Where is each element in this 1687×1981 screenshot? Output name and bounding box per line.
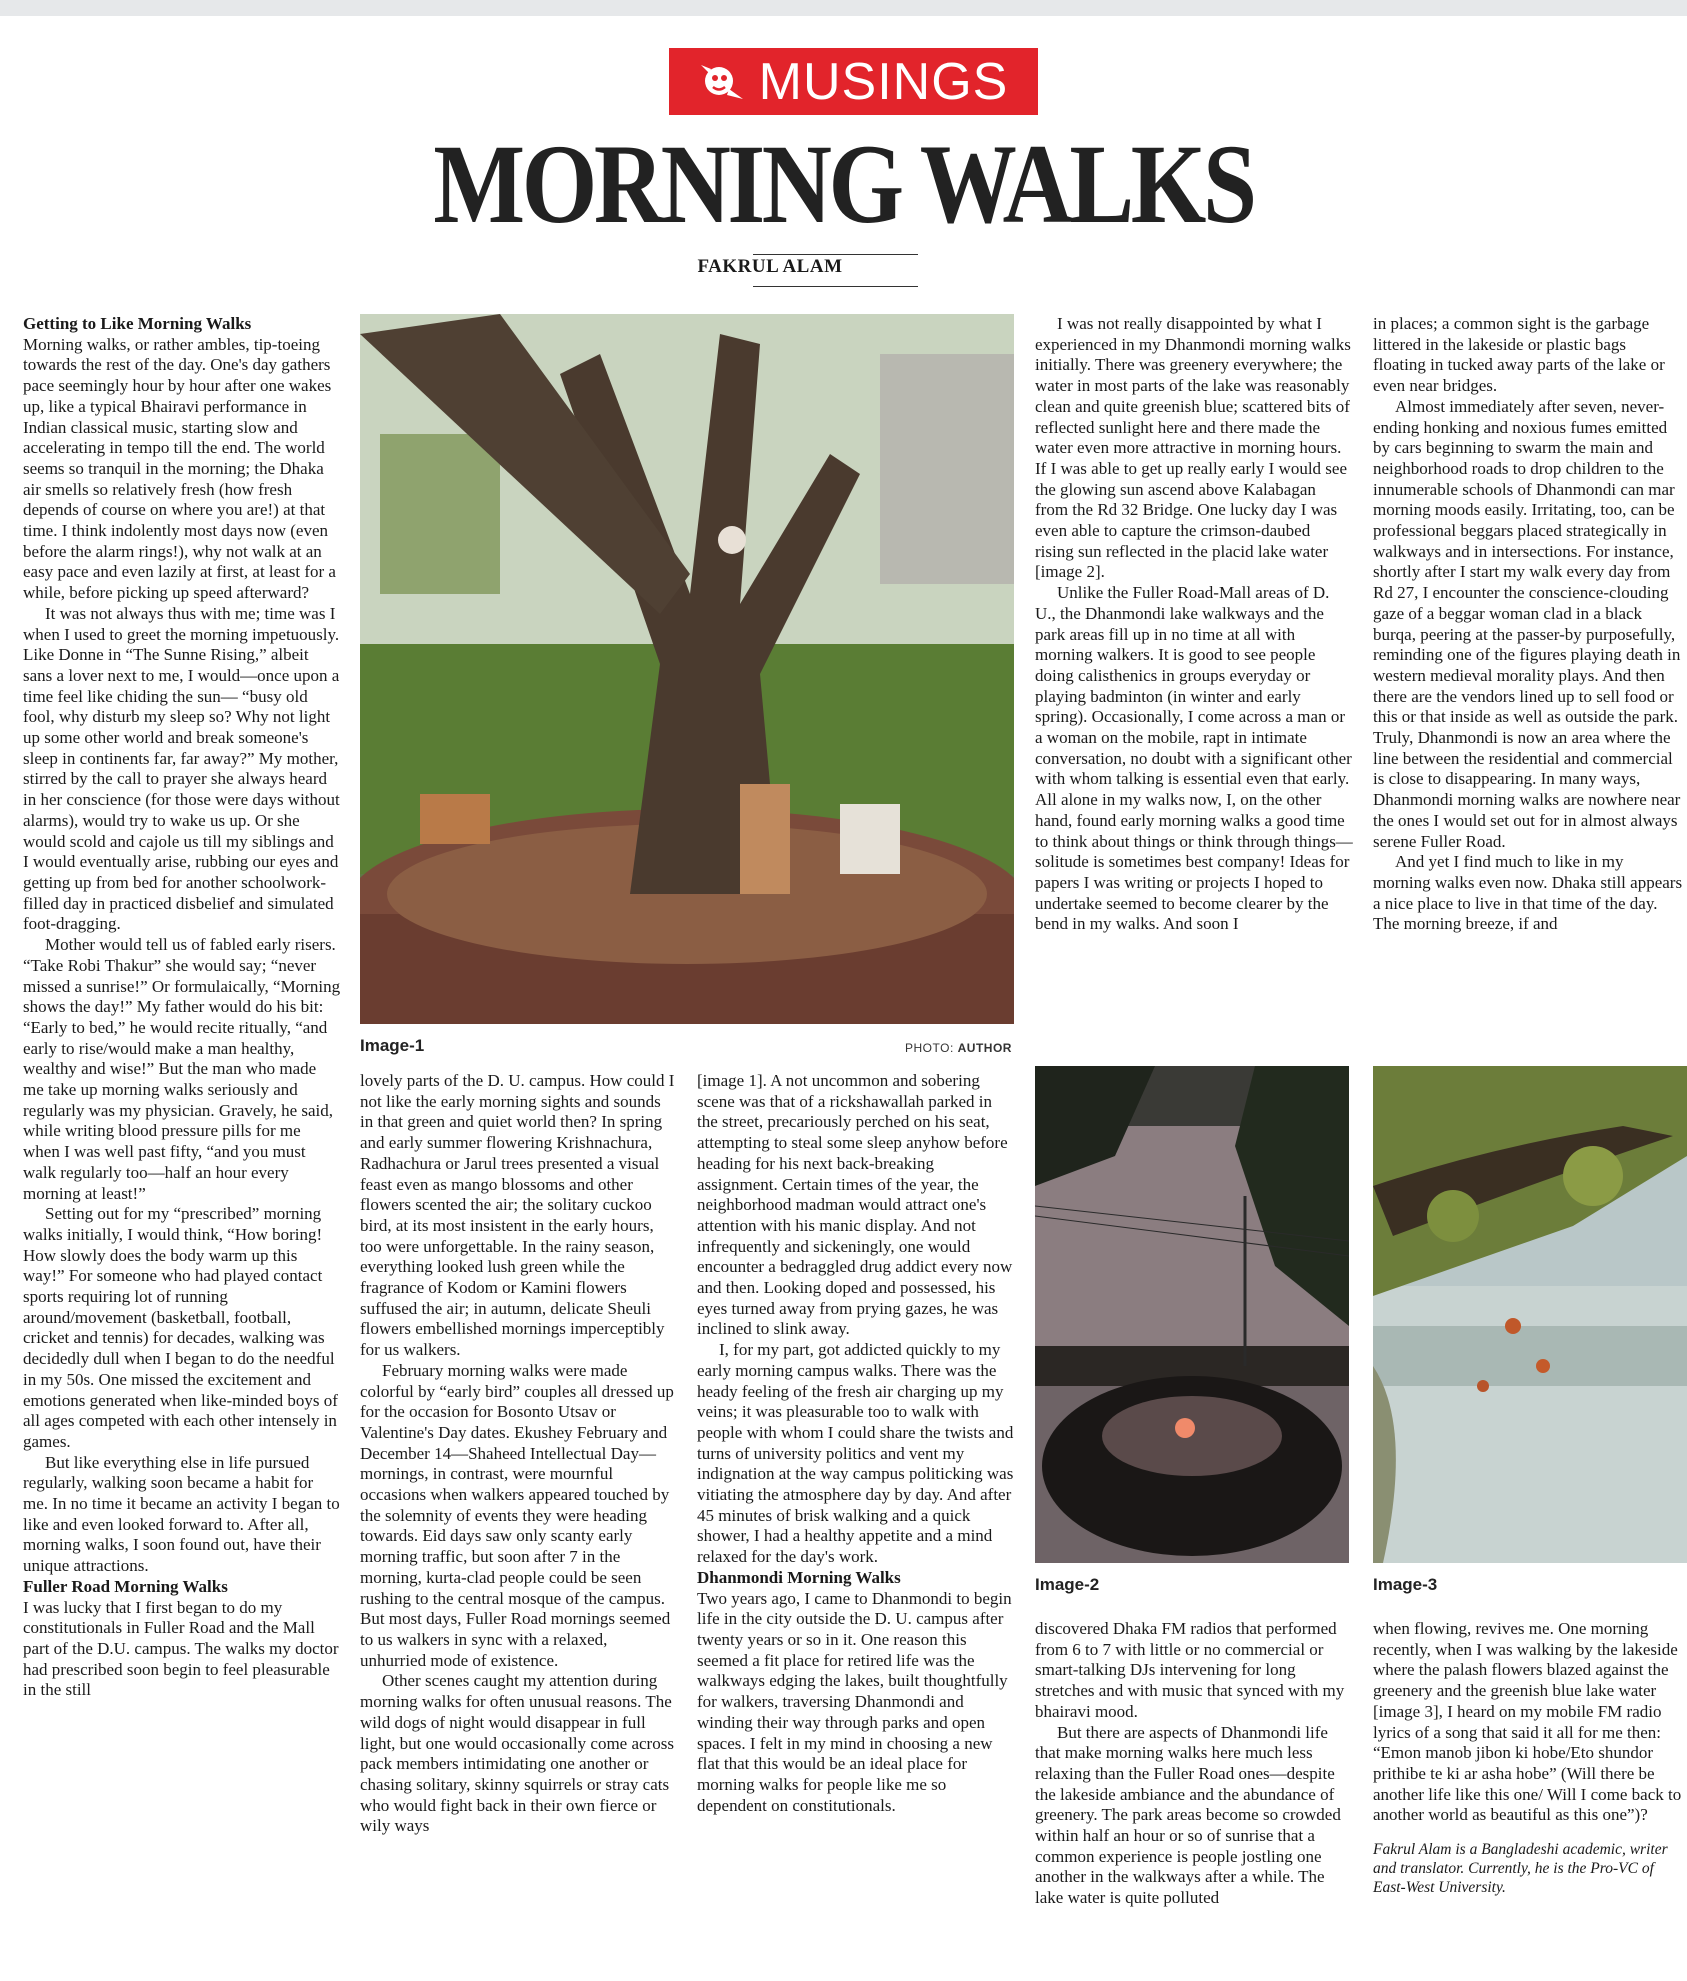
article-column-2 bbox=[360, 1071, 675, 1837]
article-column-3 bbox=[697, 1071, 1015, 1816]
subheading-getting-to-like: Getting to Like Morning Walks bbox=[23, 314, 252, 333]
paragraph: Two years ago, I came to Dhanmondi to begin life in the city outside the D. U. campus after twenty years or so in it. One reason this seemed a fit place for retired life was the walkways edging the lakes, built thoughtfully for walkers, traversing Dhanmondi and winding their way through parks and open spaces. I felt in my mind in choosing a new flat that this would be an ideal place for morning walks for people like me so dependent on constitutionals. bbox=[697, 1588, 1012, 1815]
paragraph: in places; a common sight is the garbage littered in the lakeside or plastic bags floating in tucked away parts of the lake or even near bridges. bbox=[1373, 314, 1665, 396]
paragraph: February morning walks were made colorful by “early bird” couples all dressed up for the occasion for Bosonto Utsav or Valentine's Day dates. Ekushey February and December 14—Shaheed Intellectual Day—mornings, in contrast, were mournful occasions when walkers appeared touched by the solemnity of events they were heading towards. Eid days saw only scanty early morning traffic, but soon after 7 in the morning, kurta-clad people could be seen rushing to the central mosque of the campus. But most days, Fuller Road mornings seemed to us walkers in sync with a relaxed, unhurried mode of existence. bbox=[360, 1360, 674, 1670]
paragraph: when flowing, revives me. One morning recently, when I was walking by the lakeside where the palash flowers blazed against the greenery and the greenish blue lake water [image 3], I heard on my mobile FM radio lyrics of a song that said it all for me then: “Emon manob jibon ki hobe/Eto shundor prithibe te ki ar asha hobe” (Will there be another life like this one/ Will I come back to another world as beautiful as this one”)? bbox=[1373, 1619, 1682, 1825]
article-column-4-bottom bbox=[1035, 1619, 1353, 1909]
image-1-tree-dogs bbox=[360, 314, 1014, 1024]
paragraph: [image 1]. A not uncommon and sobering scene was that of a rickshawallah parked in the street, precariously perched on his seat, attempting to steal some sleep anyhow before heading for his next back-breaking assignment. Certain times of the year, the neighborhood madman would attract one's attention with his manic display. And not infrequently and sickeningly, one would encounter a bedraggled drug addict every now and then. Looking doped and possessed, his eyes turned away from prying gazes, he was inclined to slink away. bbox=[697, 1071, 1013, 1339]
paragraph: But like everything else in life pursued regularly, walking soon became a habit for me. In no time it became an activity I began to like and even looked forward to. After all, morning walks, I soon found out, have their unique attractions. bbox=[23, 1452, 340, 1576]
paragraph: Morning walks, or rather ambles, tip-toeing towards the rest of the day. One's day gathers pace seemingly hour by hour after one wakes up, like a typical Bhairavi performance in Indian classical music, starting slow and accelerating in tempo till the end. The world seems so tranquil in the morning; the Dhaka air smells so relatively fresh (how fresh depends of course on where you are!) at that time. I think indolently most days now (even before the alarm rings!), why not walk at an easy pace and even lazily at first, at least for a while, before picking up speed afterward? bbox=[23, 334, 336, 603]
article-column-4-top bbox=[1035, 314, 1353, 935]
paragraph: I was not really disappointed by what I experienced in my Dhanmondi morning walks initially. There was greenery everywhere; the water in most parts of the lake was reasonably clean and quite greenish blue; scattered bits of reflected sunlight here and there made the water even more attractive in morning hours. If I was able to get up really early I would see the glowing sun ascend above Kalabagan from the Rd 32 Bridge. One lucky day I was even able to capture the crimson-daubed rising sun reflected in the placid lake water [image 2]. bbox=[1035, 314, 1351, 582]
author-bio: Fakrul Alam is a Bangladeshi academic, writer and translator. Currently, he is the Pro-VC of East-West University. bbox=[1373, 1841, 1668, 1897]
paragraph: lovely parts of the D. U. campus. How could I not like the early morning sights and sounds in that green and quiet world then? In spring and early summer flowering Krishnachura, Radhachura or Jarul trees presented a visual feast even as mango blossoms and other flowers scented the air; the solitary cuckoo bird, at its most insistent in the early hours, too were unforgettable. In the rainy season, everything looked lush green while the fragrance of Kodom or Kamini flowers suffused the air; in autumn, delicate Sheuli flowers embellished mornings imperceptibly for us walkers. bbox=[360, 1071, 675, 1360]
section-label: MUSINGS bbox=[758, 52, 1009, 111]
image-2-sunrise-lake bbox=[1035, 1066, 1349, 1563]
byline: FAKRUL ALAM bbox=[697, 256, 843, 277]
paragraph: But there are aspects of Dhanmondi life that make morning walks here much less relaxing than the Fuller Road ones—despite the lakeside ambiance and the abundance of greenery. The park areas become so crowded within half an hour or so of sunrise that a common experience is people jostling one another in the walkways after a while. The lake water is quite polluted bbox=[1035, 1722, 1341, 1908]
top-band bbox=[0, 0, 1687, 16]
paragraph: I, for my part, got addicted quickly to my early morning campus walks. There was the heady feeling of the fresh air charging up my veins; it was pleasurable too to walk with people with whom I could share the twists and turns of university politics and vent my indignation at the way campus politicking was vitiating the atmosphere day by day. And after 45 minutes of brisk walking and a quick shower, I had a healthy appetite and a mind relaxed for the day's work. bbox=[697, 1340, 1014, 1567]
section-badge bbox=[669, 48, 1038, 115]
headline: MORNING WALKS bbox=[433, 122, 1254, 247]
paragraph: Setting out for my “prescribed” morning walks initially, I would think, “How boring! How slowly does the body warm up this way!” For someone who had played contact sports requiring lot of running around/movement (basketball, football, cricket and tennis) for decades, walking was decidedly dull when I began to do the needful in my 50s. One missed the excitement and emotions generated when like-minded boys of all ages competed with each other intensely in games. bbox=[23, 1204, 338, 1451]
mask-logo-icon bbox=[699, 59, 745, 105]
paragraph: Other scenes caught my attention during morning walks for often unusual reasons. The wild dogs of night would disappear in full light, but one would occasionally come across pack members intimidating one another or chasing solitary, skinny squirrels or stray cats who would fight back in their own fierce or wily ways bbox=[360, 1671, 674, 1836]
photo-credit-name: AUTHOR bbox=[957, 1041, 1012, 1055]
paragraph: discovered Dhaka FM radios that performed from 6 to 7 with little or no commercial or smart-talking DJs intervening for long stretches and with music that synced with my bhairavi mood. bbox=[1035, 1619, 1345, 1721]
paragraph: It was not always thus with me; time was I when I used to greet the morning impetuously. Like Donne in “The Sunne Rising,” albeit sans a lover next to me, I would—once upon a time feel like chiding the sun— “busy old fool, why disturb my sleep so? Why not light up some other world and break someone's sleep in continents far, far away?” My mother, stirred by the call to prayer she always heard in her conscience (for those were days without alarms), would try to wake us up. Or she would scold and cajole us till my siblings and I would eventually arise, rubbing our eyes and getting up from bed for another schoolwork-filled day in practiced disbelief and simulated foot-dragging. bbox=[23, 603, 340, 934]
subheading-fuller-road: Fuller Road Morning Walks bbox=[23, 1576, 228, 1596]
image-3-palash-lake bbox=[1373, 1066, 1687, 1563]
image-2-caption: Image-2 bbox=[1035, 1575, 1100, 1594]
paragraph: Unlike the Fuller Road-Mall areas of D. U., the Dhanmondi lake walkways and the park areas fill up in no time at all with morning walkers. It is good to see people doing calisthenics in groups everyday or playing badminton (in winter and early spring). Occasionally, I come across a man or a woman on the mobile, rapt in intimate conversation, no doubt with a significant other with whom talking is essential even that early. All alone in my walks now, I, on the other hand, found early morning walks a good time to think about things or think through things—solitude is sometimes best company! Ideas for papers I was writing or projects I hoped to undertake seemed to become clearer by the bend in my walks. And soon I bbox=[1035, 583, 1353, 934]
paragraph: Mother would tell us of fabled early risers. “Take Robi Thakur” she would say; “never missed a sunrise!” Or formulaically, “Morning shows the day!” My father would do his bit: “Early to bed,” he would recite ritually, “and early to rise/would make a man healthy, wealthy and wise!” But the man who made me take up morning walks seriously and regularly was my physician. Gravely, he said, while writing blood pressure pills for me when I was well past fifty, “and you must walk regularly too—half an hour every morning at least!” bbox=[23, 935, 341, 1203]
subheading-dhanmondi: Dhanmondi Morning Walks bbox=[697, 1567, 901, 1587]
paragraph: Almost immediately after seven, never-ending honking and noxious fumes emitted by cars beginning to swarm the main and neighborhood roads to drop children to the innumerable schools of Dhanmondi can mar morning moods easily. Irritating, too, can be professional beggars placed strategically in walkways and in intersections. For instance, shortly after I start my walk every day from Rd 27, I encounter the conscience-clouding gaze of a beggar woman clad in a black burqa, peering at the passer-by purposefully, reminding one of the figures playing death in western medieval morality plays. And then there are the vendors lined up to sell food or this or that inside as well as outside the park. Truly, Dhanmondi is now an area where the line between the residential and commercial is close to disappearing. In many ways, Dhanmondi morning walks are nowhere near the ones I would set out for in almost always serene Fuller Road. bbox=[1373, 396, 1681, 851]
image-1-caption: Image-1 bbox=[360, 1036, 425, 1055]
byline-rule-bottom bbox=[753, 286, 918, 287]
image-3-caption: Image-3 bbox=[1373, 1575, 1438, 1594]
photo-credit bbox=[905, 1041, 1012, 1055]
article-column-5-bottom bbox=[1373, 1619, 1683, 1897]
article-column-5-top bbox=[1373, 314, 1683, 935]
photo-credit-prefix: PHOTO: bbox=[905, 1041, 954, 1055]
byline-rule-top bbox=[753, 254, 918, 255]
paragraph: And yet I find much to like in my morning walks even now. Dhaka still appears a nice place to live in that time of the day. The morning breeze, if and bbox=[1373, 852, 1683, 934]
paragraph: I was lucky that I first began to do my constitutionals in Fuller Road and the Mall part of the D.U. campus. The walks my doctor had prescribed soon begin to feel pleasurable in the still bbox=[23, 1597, 339, 1700]
article-column-1 bbox=[23, 314, 341, 1701]
